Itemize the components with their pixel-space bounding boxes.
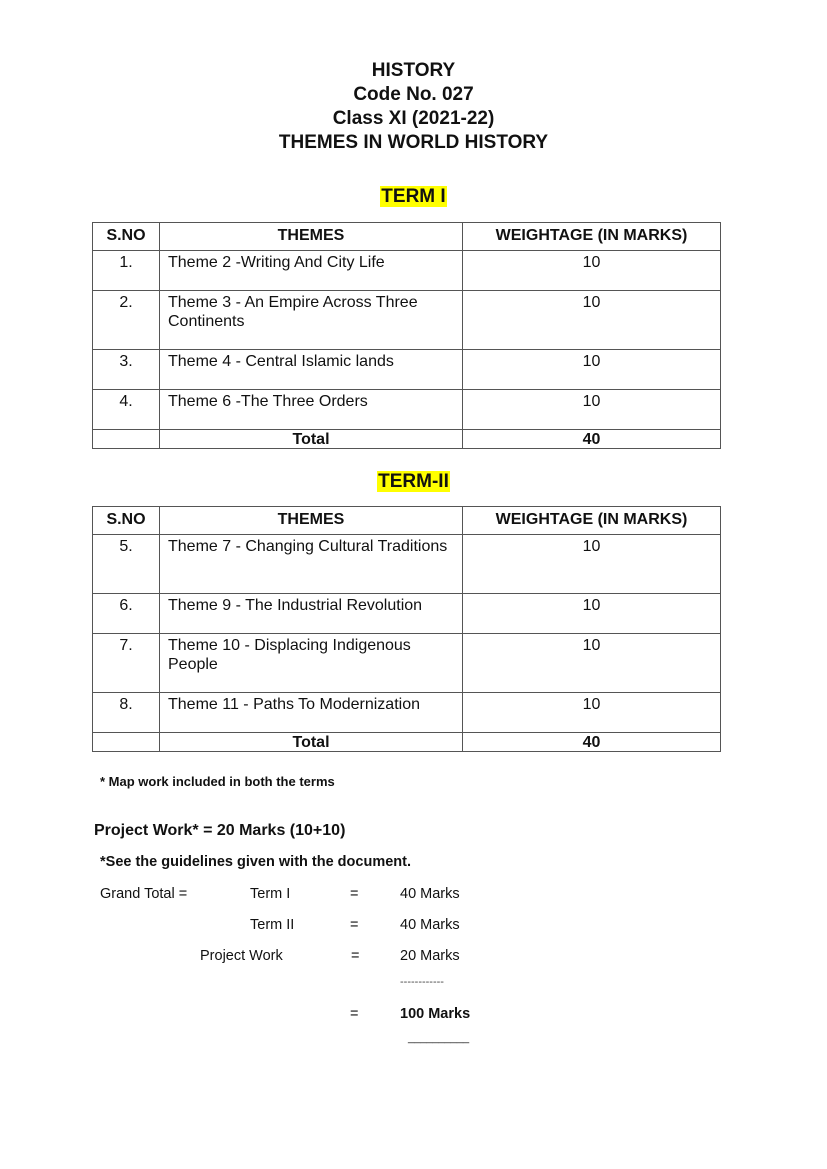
col-weightage: WEIGHTAGE (IN MARKS) bbox=[463, 223, 721, 251]
col-themes: THEMES bbox=[160, 507, 463, 535]
col-sno: S.NO bbox=[93, 507, 160, 535]
theme-cell: Theme 9 - The Industrial Revolution bbox=[160, 594, 463, 634]
col-weightage: WEIGHTAGE (IN MARKS) bbox=[463, 507, 721, 535]
theme-cell: Theme 2 -Writing And City Life bbox=[160, 251, 463, 291]
sno-cell: 3. bbox=[93, 350, 160, 390]
guidelines-note: *See the guidelines given with the document. bbox=[100, 854, 411, 870]
project-item: Project Work bbox=[200, 948, 283, 964]
book-title: THEMES IN WORLD HISTORY bbox=[278, 132, 549, 153]
map-work-note: * Map work included in both the terms bbox=[100, 774, 335, 789]
empty-cell bbox=[93, 733, 160, 752]
table-row bbox=[93, 291, 721, 350]
table-row bbox=[93, 350, 721, 390]
term1-value: 40 Marks bbox=[400, 886, 460, 902]
total-value: 40 bbox=[463, 430, 721, 449]
theme-cell: Theme 10 - Displacing Indigenous People bbox=[160, 634, 463, 693]
table-row bbox=[93, 251, 721, 291]
table-row bbox=[93, 693, 721, 733]
marks-cell: 10 bbox=[463, 594, 721, 634]
col-sno: S.NO bbox=[93, 223, 160, 251]
class-year: Class XI (2021-22) bbox=[332, 108, 495, 129]
project-work-line: Project Work* = 20 Marks (10+10) bbox=[94, 822, 346, 839]
theme-cell: Theme 7 - Changing Cultural Traditions bbox=[160, 535, 463, 594]
table-header-row bbox=[93, 223, 721, 251]
underline-separator: __________ bbox=[408, 1032, 470, 1044]
marks-cell: 10 bbox=[463, 251, 721, 291]
subject-title: HISTORY bbox=[371, 60, 456, 81]
marks-cell: 10 bbox=[463, 350, 721, 390]
sno-cell: 1. bbox=[93, 251, 160, 291]
total-row bbox=[93, 430, 721, 449]
total-value: 40 bbox=[463, 733, 721, 752]
table-row bbox=[93, 594, 721, 634]
sno-cell: 6. bbox=[93, 594, 160, 634]
equals-sign: = bbox=[350, 886, 359, 902]
equals-sign: = bbox=[351, 948, 360, 964]
term2-value: 40 Marks bbox=[400, 917, 460, 933]
subject-code: Code No. 027 bbox=[353, 84, 474, 105]
term1-heading-highlight: TERM I bbox=[381, 186, 446, 207]
theme-cell: Theme 11 - Paths To Modernization bbox=[160, 693, 463, 733]
term2-heading-highlight: TERM-II bbox=[378, 471, 449, 492]
empty-cell bbox=[93, 430, 160, 449]
marks-cell: 10 bbox=[463, 634, 721, 693]
total-row bbox=[93, 733, 721, 752]
document-header bbox=[0, 59, 827, 155]
sno-cell: 7. bbox=[93, 634, 160, 693]
total-label: Total bbox=[160, 733, 463, 752]
term1-table bbox=[92, 222, 721, 449]
grand-total-label: Grand Total = bbox=[100, 886, 188, 902]
term2-table bbox=[92, 506, 721, 752]
sno-cell: 4. bbox=[93, 390, 160, 430]
col-themes: THEMES bbox=[160, 223, 463, 251]
term2-heading bbox=[0, 470, 827, 494]
marks-cell: 10 bbox=[463, 291, 721, 350]
dash-separator: ------------ bbox=[400, 976, 444, 988]
marks-cell: 10 bbox=[463, 693, 721, 733]
theme-cell: Theme 3 - An Empire Across Three Continents bbox=[160, 291, 463, 350]
marks-cell: 10 bbox=[463, 390, 721, 430]
sno-cell: 8. bbox=[93, 693, 160, 733]
table-row bbox=[93, 535, 721, 594]
equals-sign: = bbox=[350, 917, 359, 933]
term1-item: Term I bbox=[250, 886, 291, 902]
sno-cell: 5. bbox=[93, 535, 160, 594]
project-value: 20 Marks bbox=[400, 948, 460, 964]
theme-cell: Theme 6 -The Three Orders bbox=[160, 390, 463, 430]
marks-cell: 10 bbox=[463, 535, 721, 594]
table-row bbox=[93, 390, 721, 430]
term1-heading bbox=[0, 185, 827, 209]
equals-sign: = bbox=[350, 1006, 359, 1022]
total-label: Total bbox=[160, 430, 463, 449]
theme-cell: Theme 4 - Central Islamic lands bbox=[160, 350, 463, 390]
grand-total-value: 100 Marks bbox=[400, 1006, 471, 1022]
term2-item: Term II bbox=[250, 917, 295, 933]
table-row bbox=[93, 634, 721, 693]
sno-cell: 2. bbox=[93, 291, 160, 350]
table-header-row bbox=[93, 507, 721, 535]
